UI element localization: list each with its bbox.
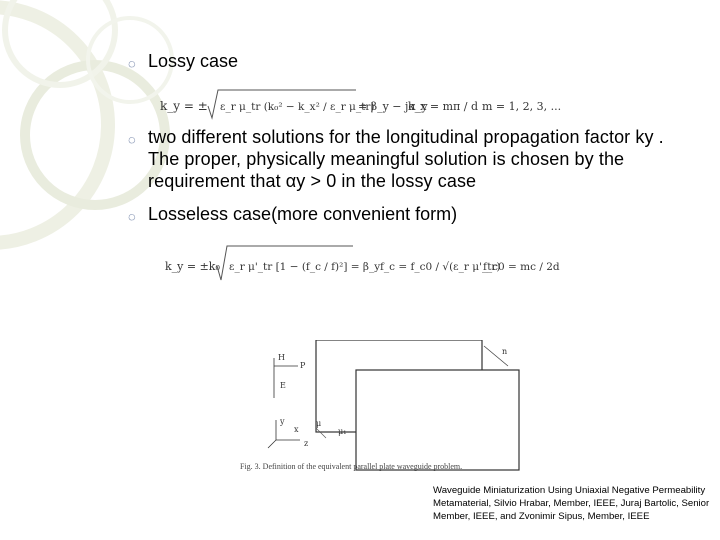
eq2-ky: k_y = ±k₀ xyxy=(165,260,220,273)
eq1-inside: ε_r μ_tr (k₀² − k_x² / ε_r μ_tr) xyxy=(220,101,375,113)
x-axis xyxy=(268,440,276,448)
eq1-rhs: = β_y − jα_y xyxy=(358,100,428,113)
bullet-text: Lossy case xyxy=(148,51,239,71)
label-n: n xyxy=(502,347,508,356)
eq2-fc: f_c = f_c0 / √(ε_r μ'_tr) xyxy=(380,261,501,273)
bullet-text: two different solutions for the longitudinal propagation factor ky . The proper, physically meaningful solution is chosen by the requirement that αy > 0 in the lossy case xyxy=(148,127,664,191)
equation-lossy xyxy=(160,84,600,124)
equation-lossless xyxy=(165,242,565,288)
front-plate xyxy=(356,370,519,470)
label-z: z xyxy=(304,439,309,448)
label-mu1: μ₁ xyxy=(338,427,347,436)
figure-caption: Fig. 3. Definition of the equivalent parallel plate waveguide problem. xyxy=(240,462,463,471)
bullet-icon: ◌ xyxy=(128,209,136,224)
citation: Waveguide Miniaturization Using Uniaxial Negative Permeability Metamaterial, Silvio Hrabar, Member, IEEE, Juraj Bartolic, Senior Member, IEEE, and Zvonimir Sipus, Member, IEEE xyxy=(433,485,710,522)
label-h: H xyxy=(278,353,285,362)
bullet-text: Losseless case(more convenient form) xyxy=(148,204,458,224)
eq1-m: m = 1, 2, 3, ... xyxy=(482,100,562,113)
eq1-ky: k_y = ± xyxy=(160,99,208,113)
label-y: y xyxy=(280,417,285,426)
eq1-kx: k_x = mπ / d xyxy=(408,100,478,113)
label-e: E xyxy=(280,381,286,390)
bullet-icon: ◌ xyxy=(128,132,136,147)
eq2-inside: ε_r μ'_tr [1 − (f_c / f)²] = β_y xyxy=(229,261,381,273)
waveguide-figure xyxy=(240,340,540,475)
bullet-icon: ◌ xyxy=(128,56,136,71)
label-x: x xyxy=(294,425,299,434)
eq2-fc0: f_c0 = mc / 2d xyxy=(483,261,560,273)
label-p: P xyxy=(300,361,306,370)
label-mu: μ xyxy=(316,419,322,428)
